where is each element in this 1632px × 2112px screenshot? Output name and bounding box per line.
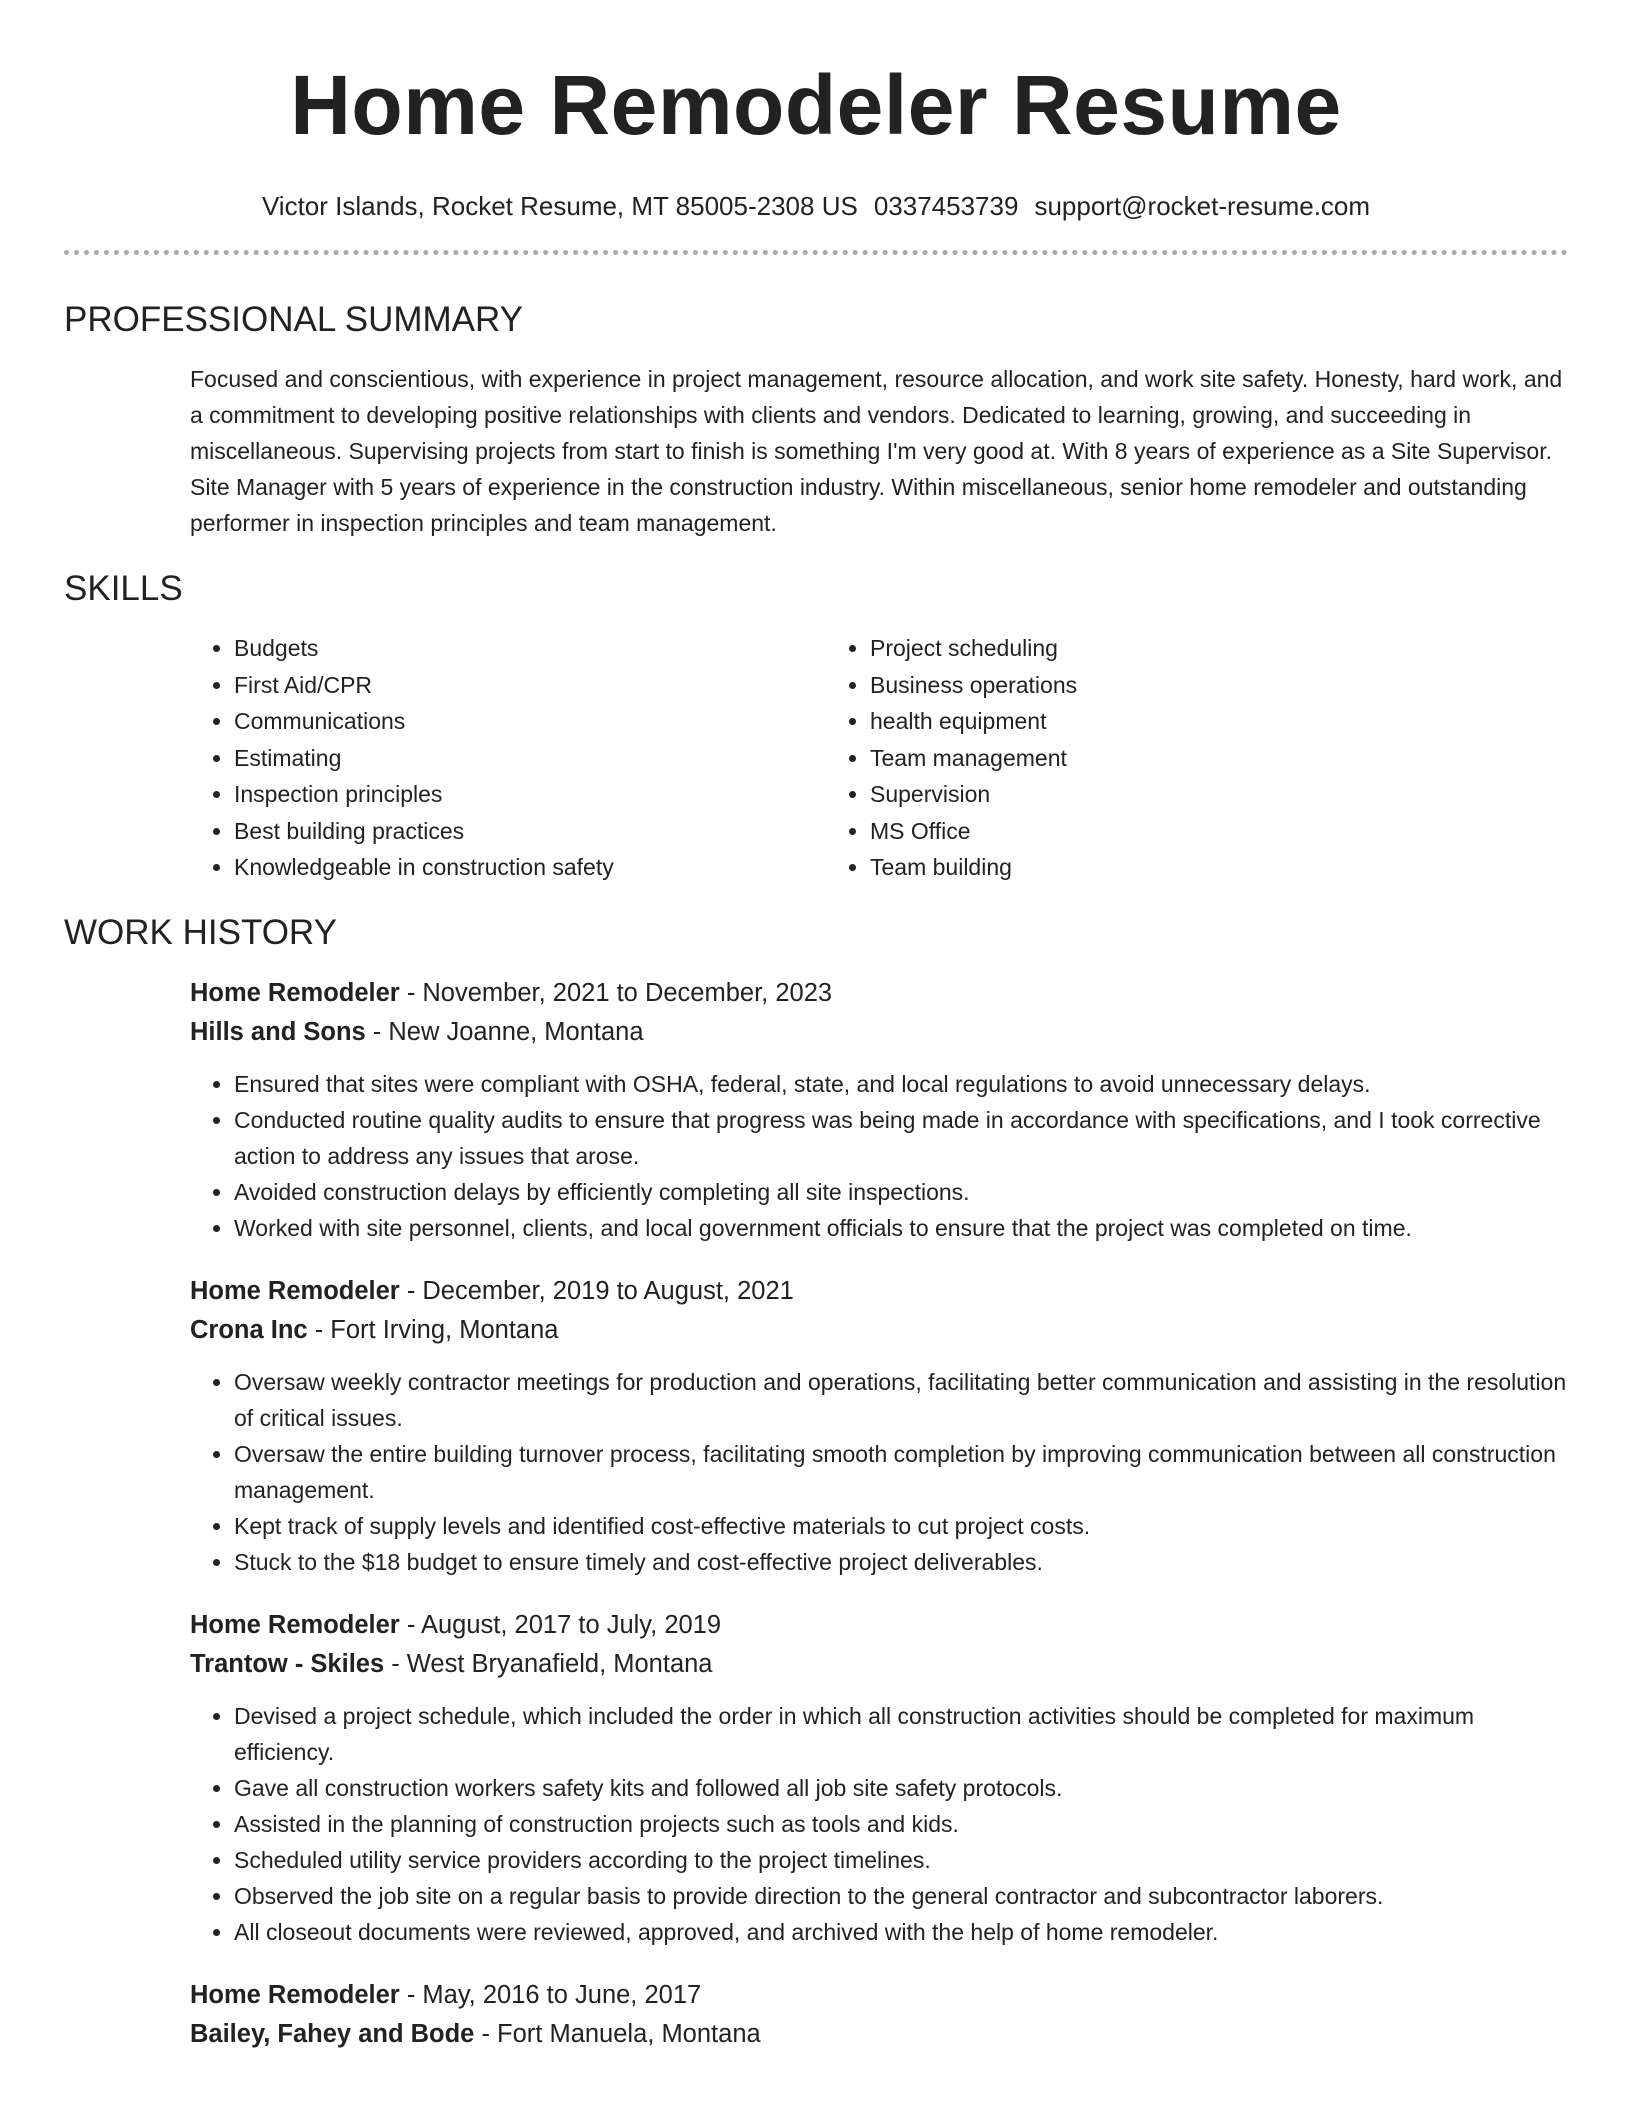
duty-item: • Devised a project schedule, which included the order in which all construction activities should be completed for maximum efficiency. <box>234 1698 1568 1770</box>
job-location: - New Joanne, Montana <box>365 1017 644 1046</box>
job-duties <box>190 1364 1568 1580</box>
duty-item: • Conducted routine quality audits to ensure that progress was being made in accordance with specifications, and I took corrective action to address any issues that arose. <box>234 1102 1568 1174</box>
contact-line <box>64 188 1568 224</box>
job-dates: - December, 2019 to August, 2021 <box>399 1276 794 1305</box>
job-company: Hills and Sons <box>190 1017 366 1046</box>
contact-address: Victor Islands, Rocket Resume, MT 85005-2308 US <box>261 191 858 221</box>
skill-item: • Knowledgeable in construction safety <box>234 849 826 886</box>
job-entry <box>190 1976 1568 2054</box>
duty-item: • Oversaw weekly contractor meetings for production and operations, facilitating better communication and assisting in the resolution of critical issues. <box>234 1364 1568 1436</box>
job-duties <box>190 1698 1568 1950</box>
job-company: Crona Inc <box>190 1315 308 1344</box>
job-dates: - May, 2016 to June, 2017 <box>399 1980 702 2009</box>
resume-title: Home Remodeler Resume <box>290 58 1342 152</box>
duty-item: • Assisted in the planning of construction projects such as tools and kids. <box>234 1806 1568 1842</box>
duty-item: • Gave all construction workers safety kits and followed all job site safety protocols. <box>234 1770 1568 1806</box>
summary-section <box>190 361 1568 541</box>
job-role: Home Remodeler <box>190 1276 400 1305</box>
duty-item: • Avoided construction delays by efficiently completing all site inspections. <box>234 1174 1568 1210</box>
skill-item: • Project scheduling <box>870 630 1568 667</box>
job-location: - Fort Irving, Montana <box>307 1315 559 1344</box>
contact-phone: 0337453739 <box>873 191 1019 221</box>
job-role: Home Remodeler <box>190 1980 400 2009</box>
job-duties <box>190 1066 1568 1246</box>
work-history-heading: WORK HISTORY <box>64 912 337 952</box>
skill-item: • Supervision <box>870 776 1568 813</box>
job-company: Bailey, Fahey and Bode <box>190 2019 475 2048</box>
skill-item: • Team building <box>870 849 1568 886</box>
job-entry <box>190 974 1568 1246</box>
job-title-line <box>190 1606 1568 1645</box>
skill-item: • Business operations <box>870 667 1568 704</box>
skill-item: • Communications <box>234 703 826 740</box>
duty-item: • All closeout documents were reviewed, approved, and archived with the help of home remodeler. <box>234 1914 1568 1950</box>
skills-section <box>190 630 1568 886</box>
job-role: Home Remodeler <box>190 978 400 1007</box>
job-dates: - August, 2017 to July, 2019 <box>399 1610 722 1639</box>
skill-item: • First Aid/CPR <box>234 667 826 704</box>
skills-list-right <box>826 630 1568 886</box>
job-title-line <box>190 1272 1568 1311</box>
job-location: - West Bryanafield, Montana <box>384 1649 713 1678</box>
summary-text: Focused and conscientious, with experience in project management, resource allocation, and work site safety. Honesty, hard work, and a commitment to developing positive relationships with clients and vendors. Dedicated to learning, growing, and succeeding in miscellaneous. Supervising projects from start to finish is something I'm very good at. With 8 years of experience as a Site Supervisor. Site Manager with 5 years of experience in the construction industry. Within miscellaneous, senior home remodeler and outstanding performer in inspection principles and team management. <box>190 366 1563 536</box>
skill-item: • Inspection principles <box>234 776 826 813</box>
contact-email: support@rocket-resume.com <box>1034 191 1371 221</box>
job-company-line <box>190 1311 1568 1350</box>
header-divider <box>64 250 1568 255</box>
job-dates: - November, 2021 to December, 2023 <box>399 978 833 1007</box>
job-entry <box>190 1606 1568 1950</box>
skills-heading: SKILLS <box>64 569 183 608</box>
job-location: - Fort Manuela, Montana <box>474 2019 761 2048</box>
job-company-line <box>190 2015 1568 2054</box>
duty-item: • Stuck to the $18 budget to ensure timely and cost-effective project deliverables. <box>234 1544 1568 1580</box>
job-company: Trantow - Skiles <box>190 1649 385 1678</box>
job-title-line <box>190 974 1568 1013</box>
duty-item: • Oversaw the entire building turnover process, facilitating smooth completion by improving communication between all construction management. <box>234 1436 1568 1508</box>
skill-item: • Team management <box>870 740 1568 777</box>
duty-item: • Kept track of supply levels and identified cost-effective materials to cut project costs. <box>234 1508 1568 1544</box>
summary-heading: PROFESSIONAL SUMMARY <box>64 300 523 339</box>
job-company-line <box>190 1013 1568 1052</box>
job-company-line <box>190 1645 1568 1684</box>
duty-item: • Observed the job site on a regular basis to provide direction to the general contractor and subcontractor laborers. <box>234 1878 1568 1914</box>
skill-item: • Best building practices <box>234 813 826 850</box>
work-history-section <box>190 974 1568 2054</box>
skill-item: • Budgets <box>234 630 826 667</box>
duty-item: • Ensured that sites were compliant with OSHA, federal, state, and local regulations to avoid unnecessary delays. <box>234 1066 1568 1102</box>
skills-list-left <box>190 630 826 886</box>
skill-item: • health equipment <box>870 703 1568 740</box>
job-entry <box>190 1272 1568 1580</box>
duty-item: • Scheduled utility service providers according to the project timelines. <box>234 1842 1568 1878</box>
job-role: Home Remodeler <box>190 1610 400 1639</box>
job-title-line <box>190 1976 1568 2015</box>
skill-item: • MS Office <box>870 813 1568 850</box>
duty-item: • Worked with site personnel, clients, and local government officials to ensure that the project was completed on time. <box>234 1210 1568 1246</box>
skill-item: • Estimating <box>234 740 826 777</box>
